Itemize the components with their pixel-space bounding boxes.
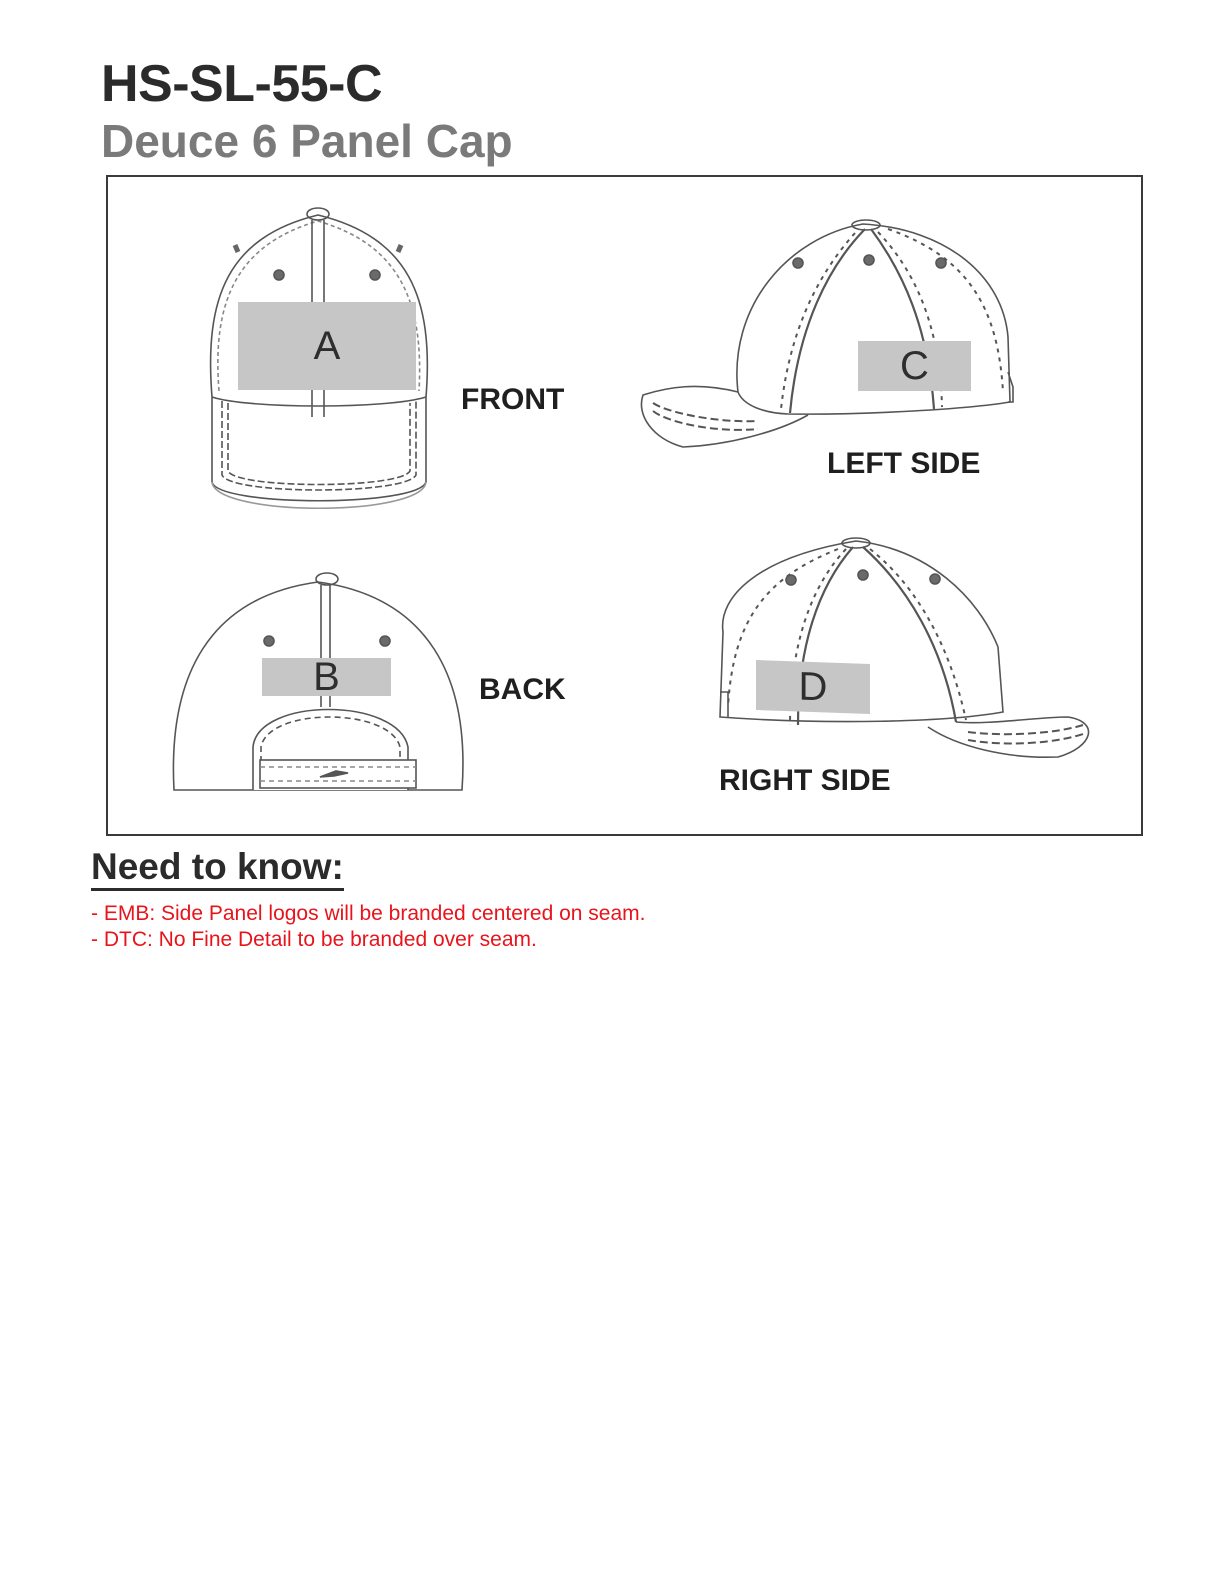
decoration-diagram: [106, 175, 1143, 836]
left-side-cap-drawing: [641, 220, 1013, 447]
product-name: Deuce 6 Panel Cap: [101, 115, 513, 167]
imprint-zone-d: D: [756, 660, 870, 714]
view-label-left-side: LEFT SIDE: [827, 447, 981, 480]
view-label-back: BACK: [479, 673, 566, 706]
imprint-zone-c: C: [858, 341, 971, 391]
cap-line-drawings: [108, 177, 1141, 834]
need-to-know-heading: Need to know:: [91, 848, 344, 891]
notes-list: [91, 901, 645, 953]
note-item: - EMB: Side Panel logos will be branded centered on seam.: [91, 902, 646, 925]
note-item: - DTC: No Fine Detail to be branded over seam.: [91, 928, 537, 951]
imprint-zone-b: B: [262, 658, 391, 696]
product-code: HS-SL-55-C: [101, 55, 383, 113]
right-side-cap-drawing: [720, 538, 1089, 757]
view-label-right-side: RIGHT SIDE: [719, 764, 891, 797]
imprint-zone-a: A: [238, 302, 416, 390]
view-label-front: FRONT: [461, 383, 565, 416]
